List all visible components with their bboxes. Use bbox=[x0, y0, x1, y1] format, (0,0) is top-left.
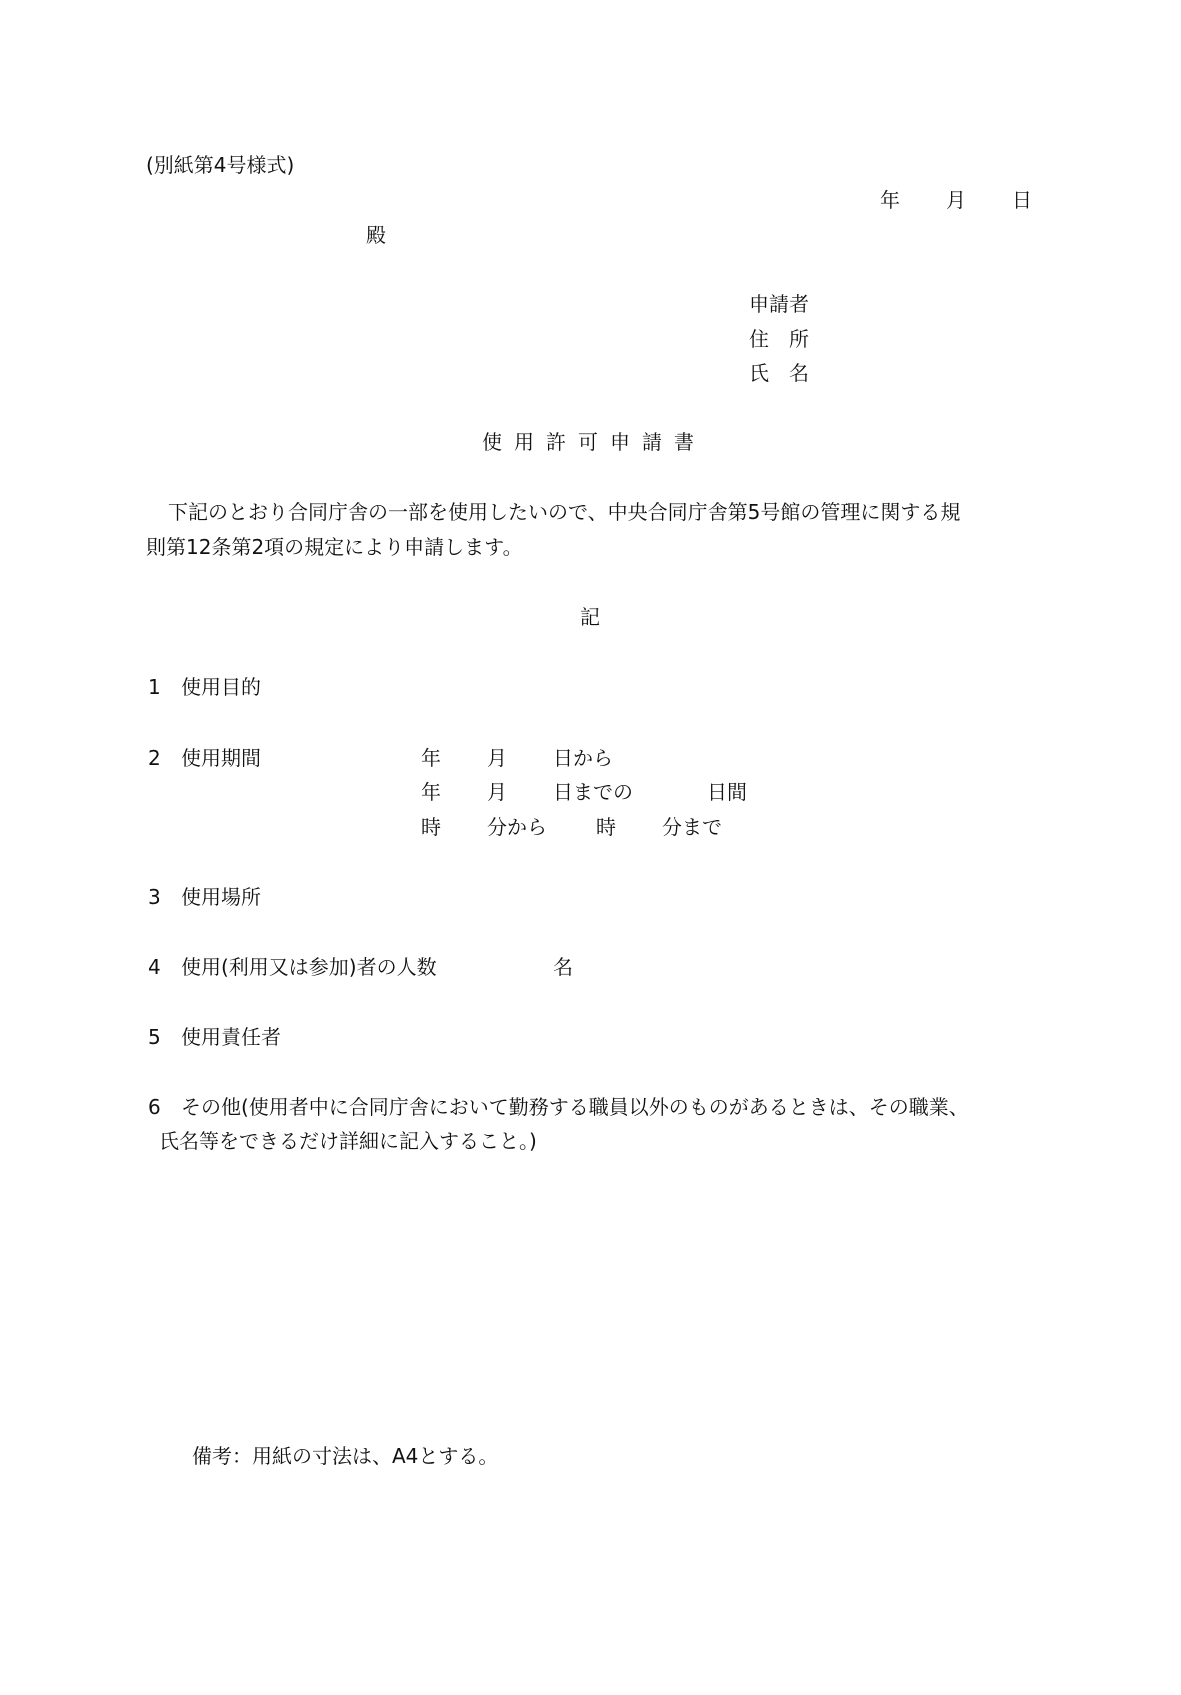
item-6-line-2: 氏名等をできるだけ詳細に記入すること。) bbox=[159, 1129, 537, 1153]
period-start-day: 日から bbox=[553, 746, 613, 770]
applicant-address-label: 住 所 bbox=[749, 327, 809, 351]
item-2-label: 使用期間 bbox=[181, 746, 261, 770]
date-month-label: 月 bbox=[946, 188, 966, 212]
body-line-1: 下記のとおり合同庁舎の一部を使用したいので、中央合同庁舎第5号館の管理に関する規 bbox=[168, 500, 961, 524]
applicant-heading: 申請者 bbox=[749, 292, 809, 316]
item-4-unit: 名 bbox=[553, 955, 573, 979]
period-start-year: 年 bbox=[421, 746, 441, 770]
item-3-label: 使用場所 bbox=[181, 885, 261, 909]
item-2-number: 2 bbox=[148, 746, 161, 770]
item-5-label: 使用責任者 bbox=[181, 1025, 281, 1049]
period-days: 日間 bbox=[707, 780, 747, 804]
ki-heading: 記 bbox=[580, 605, 600, 629]
period-end-month: 月 bbox=[487, 780, 507, 804]
time-start-minute: 分から bbox=[487, 815, 547, 839]
item-6-line-1: その他(使用者中に合同庁舎において勤務する職員以外のものがあるときは、その職業、 bbox=[181, 1095, 969, 1119]
date-day-label: 日 bbox=[1012, 188, 1032, 212]
addressee-suffix: 殿 bbox=[366, 223, 386, 247]
period-start-month: 月 bbox=[487, 746, 507, 770]
item-4-label: 使用(利用又は参加)者の人数 bbox=[181, 955, 437, 979]
remarks-note: 備考：用紙の寸法は、A4とする。 bbox=[192, 1444, 499, 1468]
time-start-hour: 時 bbox=[421, 815, 441, 839]
item-1-label: 使用目的 bbox=[181, 675, 261, 699]
time-end-minute: 分まで bbox=[662, 815, 722, 839]
applicant-name-label: 氏 名 bbox=[749, 361, 809, 385]
period-end-day: 日までの bbox=[553, 780, 633, 804]
item-4-number: 4 bbox=[148, 955, 161, 979]
time-end-hour: 時 bbox=[596, 815, 616, 839]
item-3-number: 3 bbox=[148, 885, 161, 909]
item-5-number: 5 bbox=[148, 1025, 161, 1049]
body-line-2: 則第12条第2項の規定により申請します。 bbox=[146, 535, 523, 559]
document-title: 使用許可申請書 bbox=[482, 430, 706, 454]
period-end-year: 年 bbox=[421, 780, 441, 804]
date-year-label: 年 bbox=[880, 188, 900, 212]
item-6-number: 6 bbox=[148, 1095, 161, 1119]
item-1-number: 1 bbox=[148, 675, 161, 699]
form-number: (別紙第4号様式) bbox=[146, 153, 295, 177]
